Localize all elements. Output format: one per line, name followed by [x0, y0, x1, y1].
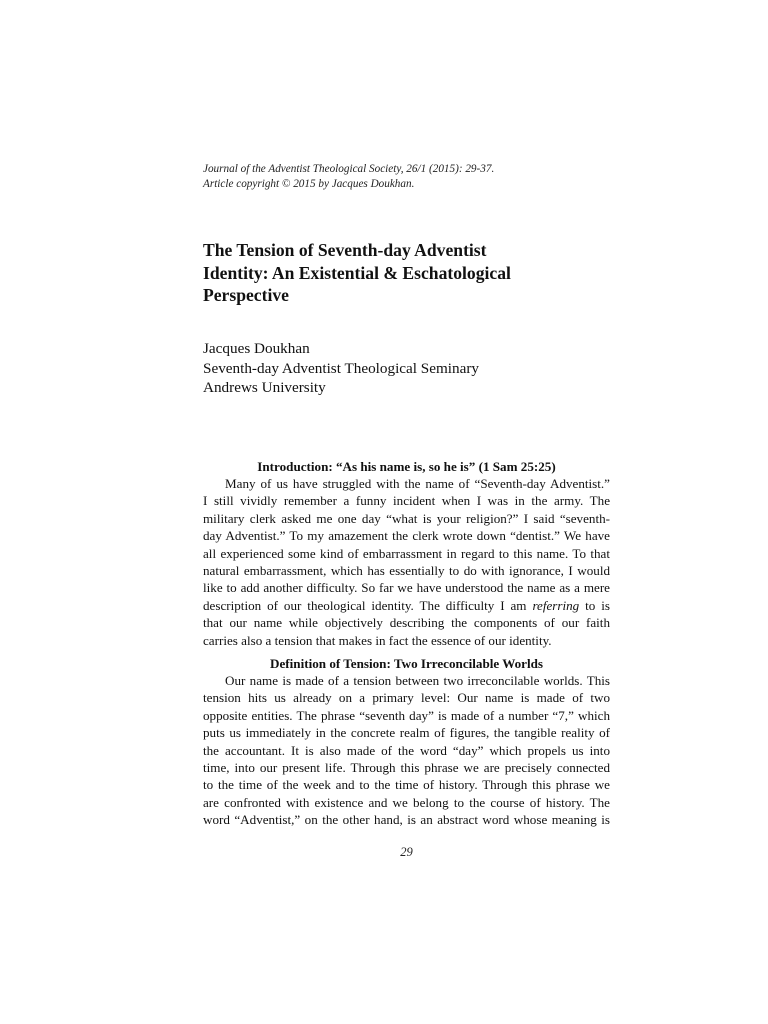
paragraph-line: time, into our present life. Through this phrase we are precisely connected — [203, 759, 610, 775]
journal-citation — [203, 162, 494, 192]
copyright-line: Article copyright © 2015 by Jacques Doukhan. — [203, 178, 415, 190]
page-number: 29 — [400, 845, 413, 859]
paragraph-line: day Adventist.” To my amazement the clerk wrote down “dentist.” We have — [203, 528, 610, 544]
introduction-heading: Introduction: “As his name is, so he is” (1 Sam 25:25) — [257, 459, 556, 474]
paragraph-line: that our name while objectively describing the components of our faith — [203, 615, 610, 631]
article-title-line-3: Perspective — [203, 285, 289, 305]
paragraph-line: tension hits us already on a primary level: Our name is made of two — [203, 690, 610, 706]
paragraph-text: description of our theological identity. The difficulty I am — [203, 597, 527, 613]
paragraph-line: are confronted with existence and we belong to the course of history. The — [203, 794, 610, 810]
paragraph-line: Our name is made of a tension between two irreconcilable worlds. This — [225, 673, 610, 688]
journal-citation-line: Journal of the Adventist Theological Society, 26/1 (2015): 29-37. — [203, 163, 495, 175]
author-institution: Andrews University — [203, 379, 326, 396]
definition-paragraph — [203, 672, 610, 829]
paragraph-text: to is — [585, 597, 610, 613]
author-name: Jacques Doukhan — [203, 340, 310, 357]
paragraph-line: puts us immediately in the concrete realm of figures, the tangible reality of — [203, 725, 610, 741]
paragraph-line: the accountant. It is also made of the word “day” which propels us into — [203, 742, 610, 758]
introduction-paragraph — [203, 475, 610, 649]
author-affiliation: Seventh-day Adventist Theological Seminary — [203, 359, 479, 377]
article-title-line-1: The Tension of Seventh-day Adventist — [203, 240, 487, 260]
paragraph-line: military clerk asked me one day “what is your religion?” I said “seventh- — [203, 510, 610, 526]
paragraph-line-with-emphasis — [203, 597, 610, 614]
emphasized-word: referring — [532, 597, 580, 613]
paragraph-line: all experienced some kind of embarrassment in regard to this name. To that — [203, 545, 610, 561]
paragraph-line: natural embarrassment, which has essentially to do with ignorance, I would — [203, 562, 610, 578]
definition-heading: Definition of Tension: Two Irreconcilable Worlds — [270, 656, 543, 671]
paragraph-line: word “Adventist,” on the other hand, is an abstract word whose meaning is — [203, 812, 610, 828]
paragraph-line: to the time of the week and to the time of history. Through this phrase we — [203, 777, 610, 793]
article-title — [203, 239, 623, 307]
author-block — [203, 339, 479, 398]
article-title-line-2: Identity: An Existential & Eschatological — [203, 262, 511, 283]
paragraph-line: carries also a tension that makes in fact the essence of our identity. — [203, 632, 552, 648]
paragraph-line: Many of us have struggled with the name of “Seventh-day Adventist.” — [225, 476, 610, 491]
paragraph-line: I still vividly remember a funny incident when I was in the army. The — [203, 493, 610, 509]
paragraph-line: like to add another difficulty. So far we have understood the name as a mere — [203, 580, 610, 596]
paragraph-line: opposite entities. The phrase “seventh day” is made of a number “7,” which — [203, 707, 610, 723]
